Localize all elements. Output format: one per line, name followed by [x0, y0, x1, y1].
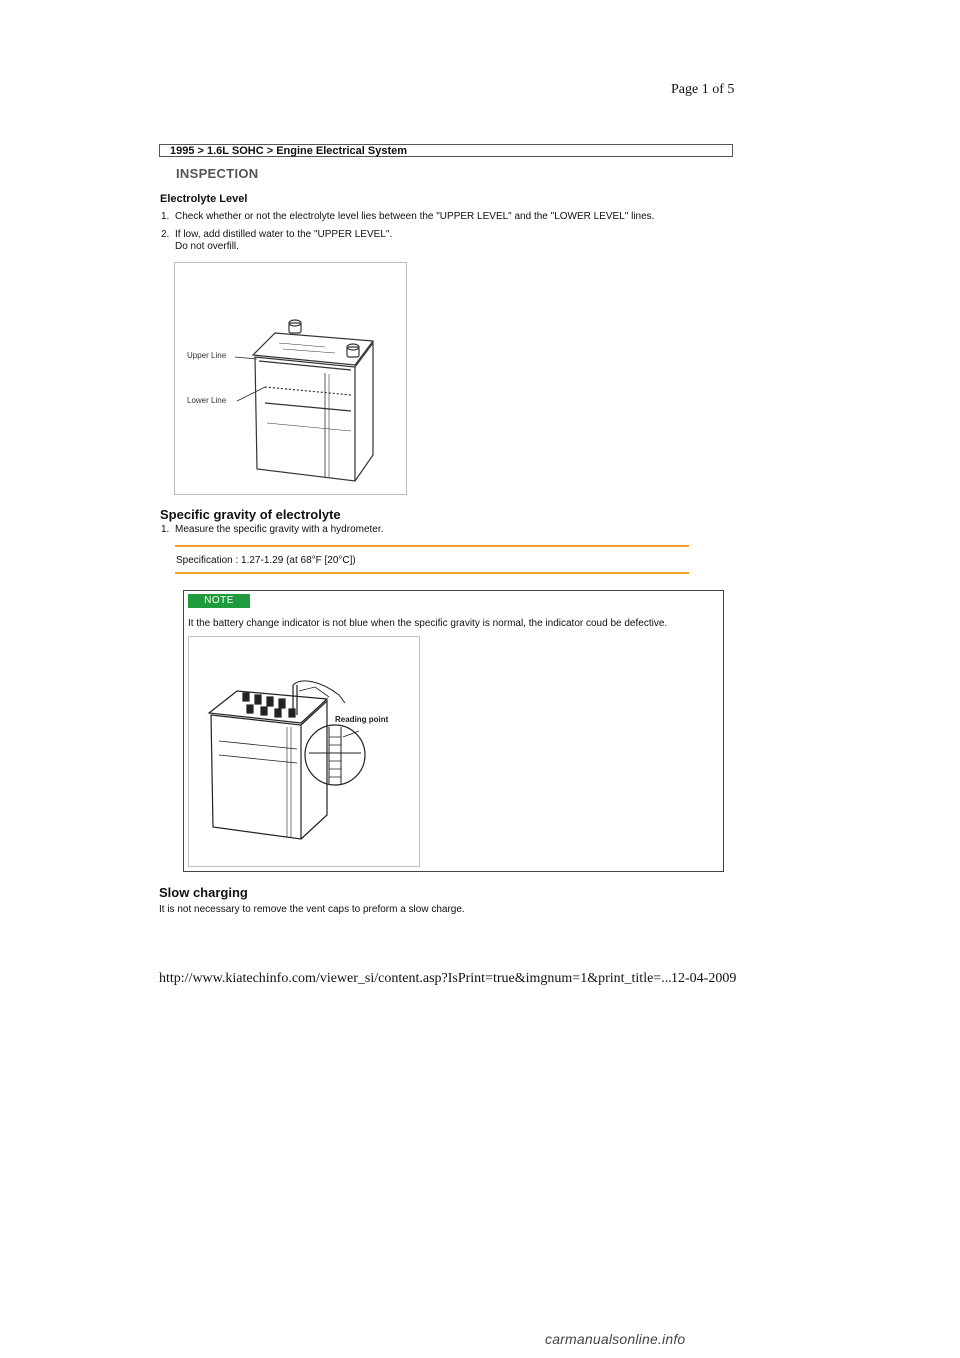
footer-date: 12-04-2009	[671, 971, 737, 986]
list-item	[161, 211, 741, 223]
specific-gravity-steps	[161, 524, 721, 542]
breadcrumb: 1995 > 1.6L SOHC > Engine Electrical System	[159, 144, 733, 157]
step-number: 1.	[161, 524, 170, 535]
electrolyte-level-heading: Electrolyte Level	[160, 193, 248, 205]
hydrometer-figure	[188, 636, 420, 867]
electrolyte-level-steps	[161, 211, 741, 259]
specification-text: Specification : 1.27-1.29 (at 68°F [20°C])	[176, 555, 356, 566]
lower-line-label: Lower Line	[187, 396, 227, 405]
specific-gravity-heading: Specific gravity of electrolyte	[160, 507, 341, 522]
step-text: Check whether or not the electrolyte level lies between the "UPPER LEVEL" and the "LOWER LEVEL" lines.	[175, 211, 655, 222]
page-number: Page 1 of 5	[671, 82, 735, 97]
section-title: INSPECTION	[176, 166, 259, 181]
slow-charging-heading: Slow charging	[159, 885, 248, 900]
step-subtext: Do not overfill.	[175, 241, 239, 252]
step-text: Measure the specific gravity with a hydrometer.	[175, 524, 384, 535]
upper-line-label: Upper Line	[187, 351, 227, 360]
reading-point-label: Reading point	[335, 715, 389, 724]
watermark: carmanualsonline.info	[545, 1331, 686, 1347]
step-text: If low, add distilled water to the "UPPER LEVEL".	[175, 229, 393, 240]
note-text: It the battery change indicator is not blue when the specific gravity is normal, the indicator coud be defective.	[188, 618, 668, 629]
spec-top-line	[175, 545, 689, 547]
step-number: 1.	[161, 211, 170, 222]
step-number: 2.	[161, 229, 170, 240]
list-item	[161, 524, 721, 536]
footer-url: http://www.kiatechinfo.com/viewer_si/content.asp?IsPrint=true&imgnum=1&print_title=...	[159, 971, 672, 986]
battery-level-figure	[174, 262, 407, 495]
spec-bottom-line	[175, 572, 689, 574]
note-badge: NOTE	[188, 594, 250, 608]
hydrometer-illustration	[189, 637, 419, 866]
battery-illustration	[175, 263, 406, 494]
list-item	[161, 229, 741, 253]
slow-charging-text: It is not necessary to remove the vent caps to preform a slow charge.	[159, 904, 465, 915]
